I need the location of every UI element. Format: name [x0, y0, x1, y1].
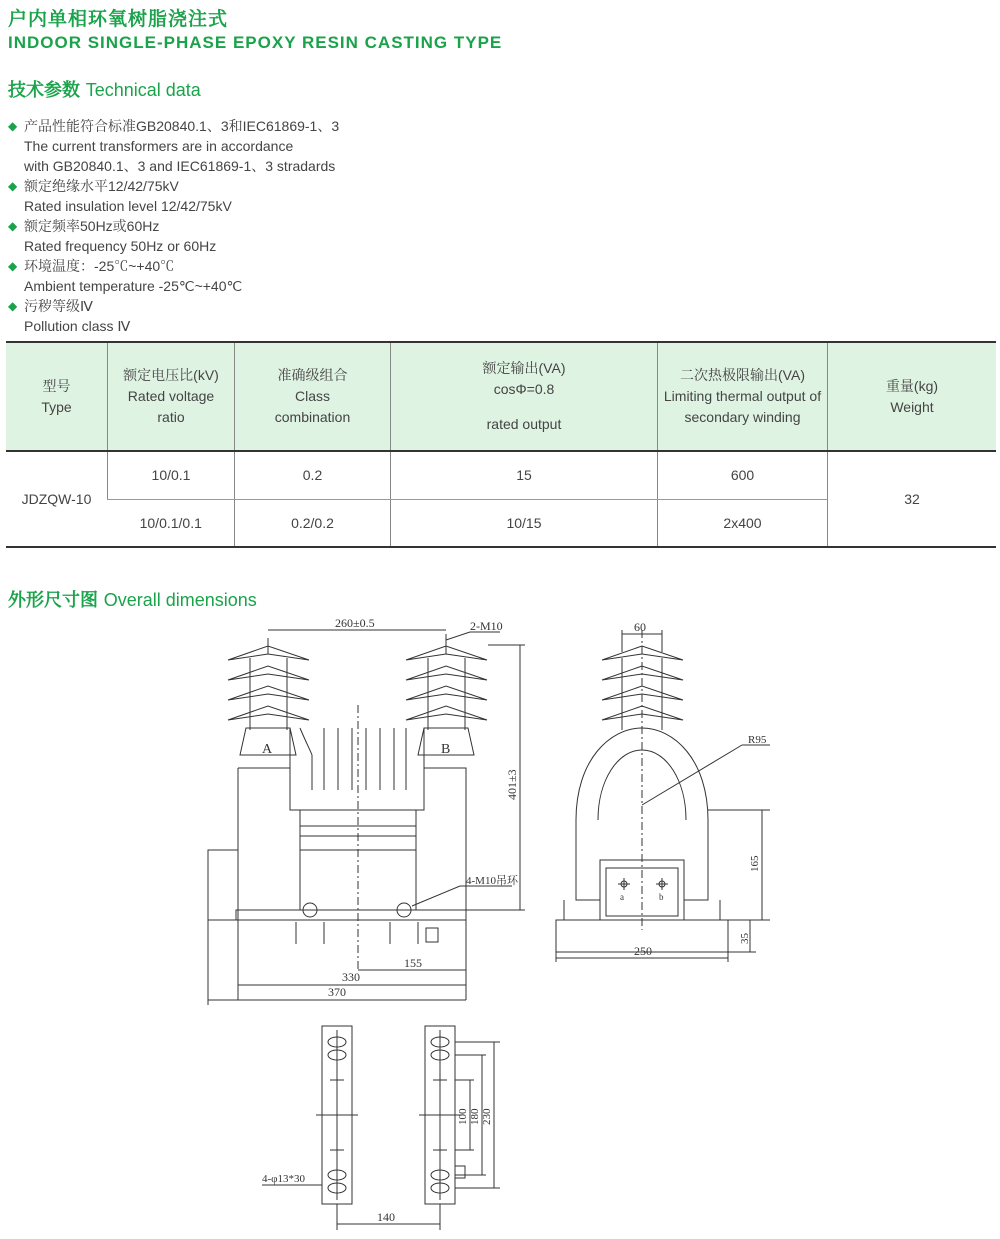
cell-output: 15 — [391, 451, 658, 499]
technical-heading-cn: 技术参数 — [8, 80, 80, 101]
left-insulator — [228, 646, 309, 757]
table-row — [6, 451, 996, 499]
terminal-b-small: b — [659, 892, 664, 902]
dim-140: 140 — [377, 1210, 395, 1224]
spec-item: ◆ 产品性能符合标准GB20840.1、3和IEC61869-1、3 The current transformers are in accordance with GB20840.1、3 and IEC61869-1、3 stradards — [8, 118, 340, 174]
dim-155: 155 — [404, 956, 422, 970]
cell-thermal: 600 — [658, 451, 828, 499]
dim-401: 401±3 — [505, 769, 519, 800]
dim-180: 180 — [469, 1108, 481, 1125]
dim-60: 60 — [634, 620, 646, 634]
dim-330: 330 — [342, 970, 360, 984]
diamond-bullet-icon: ◆ — [8, 119, 18, 133]
spec-list — [8, 116, 339, 336]
side-view — [556, 620, 770, 962]
dim-4m10-ring: 4-M10吊环 — [466, 875, 518, 887]
spec-item: ◆ 污秽等级Ⅳ Pollution class Ⅳ — [8, 298, 131, 334]
dim-2m10: 2-M10 — [470, 619, 503, 633]
spec-item: ◆ 额定频率50Hz或60Hz Rated frequency 50Hz or 60Hz — [8, 218, 217, 254]
header-thermal: 二次热极限输出(VA) Limiting thermal output of secondary winding — [658, 342, 828, 451]
dimensions-heading — [8, 586, 257, 612]
cell-ratio: 10/0.1 — [108, 451, 235, 499]
header-weight: 重量(kg) Weight — [828, 342, 997, 451]
diamond-bullet-icon: ◆ — [8, 299, 18, 313]
dim-165: 165 — [749, 855, 761, 872]
cell-class: 0.2 — [235, 451, 391, 499]
dimension-drawing — [0, 610, 1000, 1239]
terminal-a-small: a — [620, 892, 624, 902]
dim-r95: R95 — [748, 734, 767, 746]
spec-item: ◆ 环境温度：-25℃~+40℃ Ambient temperature -25℃~+40℃ — [8, 258, 243, 294]
dim-35: 35 — [739, 933, 751, 944]
technical-heading — [8, 76, 201, 102]
terminal-a-label: A — [262, 742, 273, 757]
header-output: 额定输出(VA) cosΦ=0.8 rated output — [391, 342, 658, 451]
dim-250: 250 — [634, 944, 652, 958]
diamond-bullet-icon: ◆ — [8, 179, 18, 193]
spec-table — [6, 341, 996, 548]
dim-100: 100 — [457, 1108, 469, 1125]
front-view — [208, 616, 525, 1005]
technical-heading-en: Technical data — [85, 80, 201, 100]
dim-370: 370 — [328, 985, 346, 999]
diamond-bullet-icon: ◆ — [8, 259, 18, 273]
cell-type: JDZQW-10 — [6, 451, 108, 547]
terminal-b-label: B — [441, 742, 451, 757]
header-type: 型号 Type — [6, 342, 108, 451]
page-title-cn: 户内单相环氧树脂浇注式 — [8, 8, 229, 30]
header-class: 准确级组合 Class combination — [235, 342, 391, 451]
page-title-en: INDOOR SINGLE-PHASE EPOXY RESIN CASTING TYPE — [8, 33, 503, 52]
cell-output: 10/15 — [391, 499, 658, 547]
cell-weight: 32 — [828, 451, 997, 547]
dim-260: 260±0.5 — [335, 616, 375, 630]
table-header-row — [6, 342, 996, 451]
cell-class: 0.2/0.2 — [235, 499, 391, 547]
dimensions-heading-cn: 外形尺寸图 — [8, 590, 98, 611]
right-insulator — [406, 646, 487, 757]
spec-item: ◆ 额定绝缘水平12/42/75kV Rated insulation level 12/42/75kV — [8, 178, 232, 214]
dim-230: 230 — [481, 1108, 493, 1125]
dim-4holes: 4-φ13*30 — [262, 1173, 306, 1185]
cell-thermal: 2x400 — [658, 499, 828, 547]
diamond-bullet-icon: ◆ — [8, 219, 18, 233]
cell-ratio: 10/0.1/0.1 — [108, 499, 235, 547]
header-ratio: 额定电压比(kV) Rated voltage ratio — [108, 342, 235, 451]
dimensions-heading-en: Overall dimensions — [103, 590, 257, 610]
bottom-view — [262, 1026, 500, 1230]
